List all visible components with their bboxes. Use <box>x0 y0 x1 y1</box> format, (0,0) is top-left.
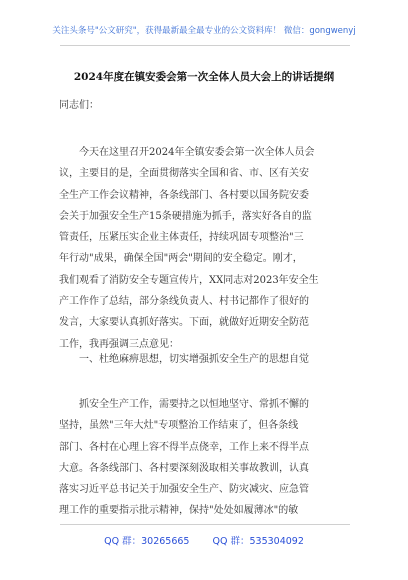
paragraph-line: 工作，我再强调三点意见： <box>59 338 179 350</box>
paragraph-line: 议，主要目的是，全面贯彻落实全国和省、市、区有关安 <box>59 168 309 180</box>
footer-contact <box>0 533 408 547</box>
paragraph-line: 抓安全生产工作，需要持之以恒地坚守、常抓不懈的 <box>79 399 309 410</box>
paragraph-line: 产工作作了总结，部分条线负责人、村书记都作了很好的 <box>59 296 309 308</box>
paragraph-line: 年行动"成果，确保全国"两会"期间的安全稳定。刚才， <box>59 253 303 265</box>
paragraph-line: 大意。各条线部门、各村要深刻汲取相关事故教训，认真 <box>59 462 309 474</box>
paragraph-line: 管责任，压紧压实企业主体责任，持续巩固专项整治"三 <box>59 232 304 244</box>
header-divider <box>60 45 350 46</box>
paragraph-line: 全生产工作会议精神，各条线部门、各村要以国务院安委 <box>59 189 309 201</box>
paragraph-line: 今天在这里召开2024年全镇安委会第一次全体人员会 <box>79 147 315 158</box>
qq-group-1: QQ 群：30265665 <box>104 536 190 547</box>
paragraph-line: 会关于加强安全生产15条硬措施为抓手，落实好各自的监 <box>59 210 312 222</box>
qq-group-2: QQ 群：535304092 <box>212 536 304 547</box>
footer-divider <box>60 524 350 525</box>
salutation: 同志们： <box>59 100 99 111</box>
paragraph-line: 发言，大家要认真抓好落实。下面，就做好近期安全防范 <box>59 317 309 329</box>
header-banner: 关注头条号"公文研究"，获得最新最全最专业的公文资料库！ 微信：gongwenyj <box>52 26 356 36</box>
section-heading: 一、杜绝麻痹思想，切实增强抓安全生产的思想自觉 <box>79 354 309 365</box>
paragraph-line: 坚持，虽然"三年大灶"专项整治工作结束了，但各条线 <box>59 420 299 432</box>
paragraph-line: 部门、各村在心理上容不得半点侥幸，工作上来不得半点 <box>59 441 309 453</box>
intro-paragraph <box>59 142 355 355</box>
section-paragraph <box>59 394 355 522</box>
document-title: 2024年度在镇安委会第一次全体人员大会上的讲话提纲 <box>73 71 335 83</box>
paragraph-line: 落实习近平总书记关于加强安全生产、防灾减灾、应急管 <box>59 484 309 496</box>
paragraph-line: 理工作的重要指示批示精神，保持"处处如履薄冰"的敏 <box>59 505 299 517</box>
paragraph-line: 我们观看了消防安全专题宣传片，XX同志对2023年安全生 <box>59 274 319 286</box>
